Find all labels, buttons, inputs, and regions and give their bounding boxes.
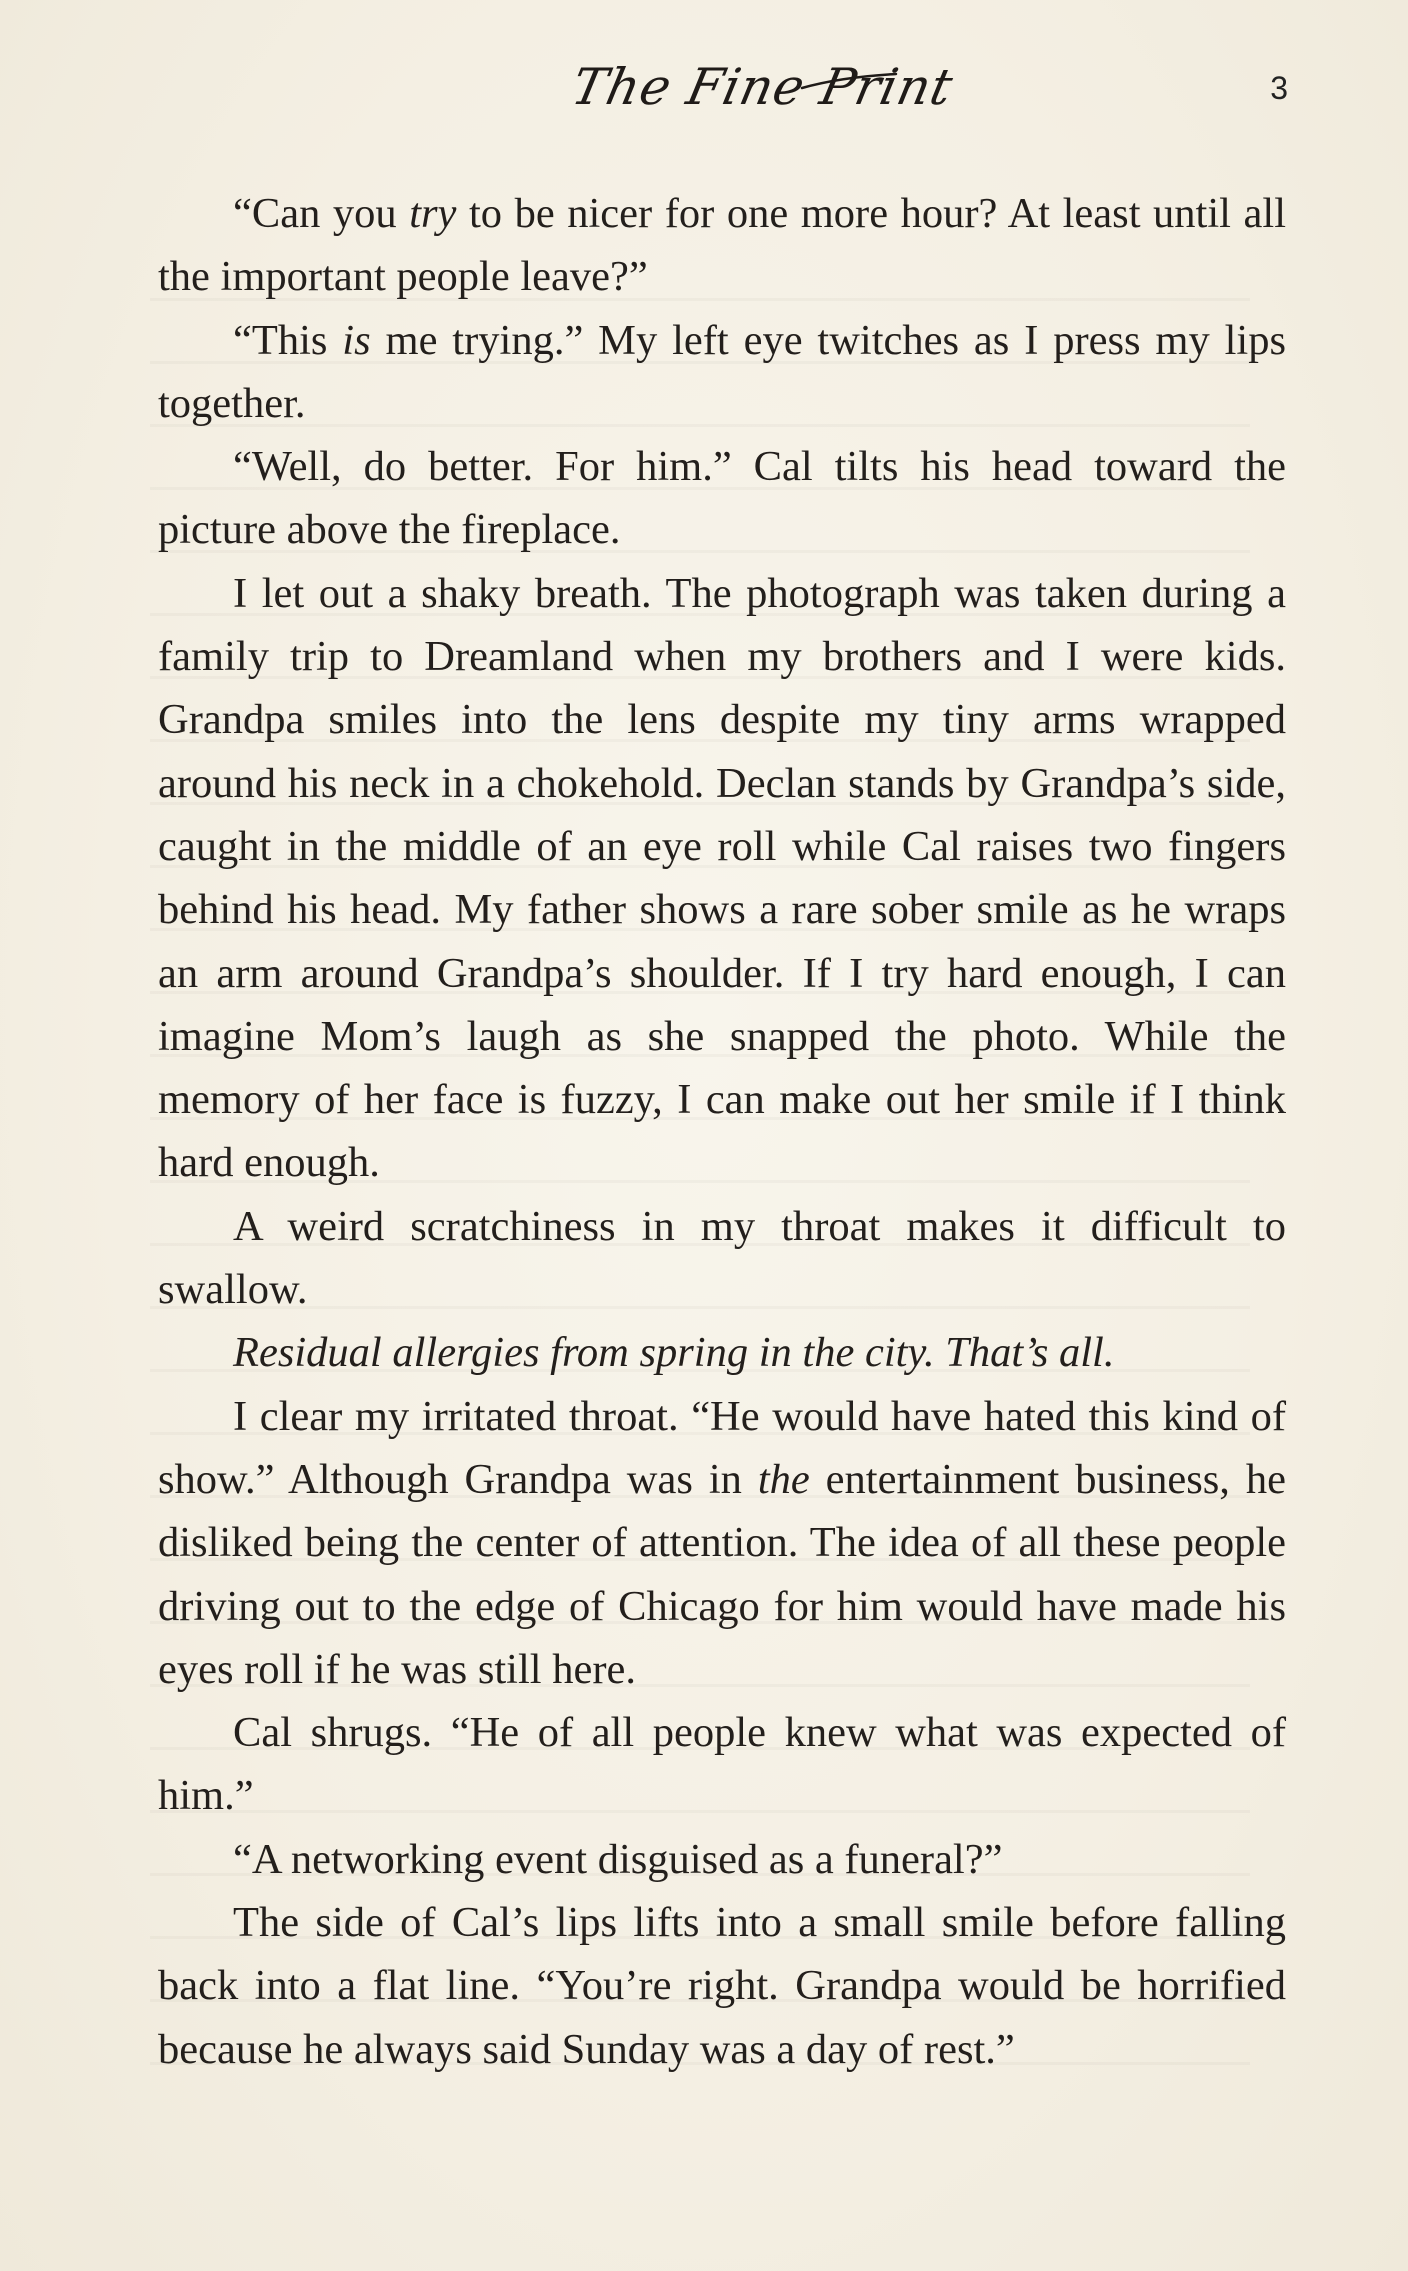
text-run: “A networking event disguised as a funeral?” [233,1835,1003,1883]
text-run: to be nicer for one more hour? At least until all the important people leave?” [158,190,1287,301]
italic-text-run: is [342,316,371,364]
paragraph [158,435,1286,562]
text-run: The side of Cal’s lips lifts into a small smile before falling back into a flat line. “You’re right. Grandpa would be horrified because he always said Sunday was a day of rest.” [158,1899,1286,2073]
text-run: I clear my irritated throat. “He would have hated this kind of show.” Although Grandpa was in [158,1392,1286,1503]
text-run: I let out a shaky breath. The photograph was taken during a family trip to Dreamland when my brothers and I were kids. Grandpa smiles into the lens despite my tiny arms wrapped around his neck in a chokehold. Declan stands by Grandpa’s side, caught in the middle of an eye roll while Cal raises two fingers behind his head. My father shows a rare sober smile as he wraps an arm around Grandpa’s shoulder. If I try hard enough, I can imagine Mom’s laugh as she snapped the photo. While the memory of her face is fuzzy, I can make out her smile if I think hard enough. [158,569,1286,1187]
paragraph [158,562,1286,1195]
paragraph [158,309,1286,436]
text-run: A weird scratchiness in my throat makes it difficult to swallow. [158,1202,1286,1314]
paragraph [158,1701,1286,1828]
text-run: entertainment business, he disliked being the center of attention. The idea of all these people driving out to the edge of Chicago for him would have made his eyes roll if he was still here. [158,1455,1286,1693]
paragraph [158,1321,1286,1384]
running-title: The Fine Print [566,58,959,116]
page-number: 3 [1270,70,1288,106]
page-header [0,48,1408,138]
italic-text-run: try [409,190,457,237]
paragraph [158,1891,1286,2081]
text-run: “Can you [233,190,410,237]
paragraph [158,1385,1286,1701]
paragraph [158,1195,1286,1322]
body-text [158,182,1286,2081]
text-run: “This [233,316,343,364]
title-swash-flourish [800,70,900,100]
text-run: me trying.” My left eye twitches as I press my lips together. [158,316,1287,427]
paragraph [158,1828,1286,1891]
text-run: “Well, do better. For him.” Cal tilts his head toward the picture above the fireplace. [158,443,1286,554]
italic-text-run: the [757,1455,810,1503]
paragraph [158,182,1286,309]
italic-text-run: Residual allergies from spring in the city. That’s all. [233,1329,1115,1377]
text-run: Cal shrugs. “He of all people knew what was expected of him.” [158,1709,1286,1820]
